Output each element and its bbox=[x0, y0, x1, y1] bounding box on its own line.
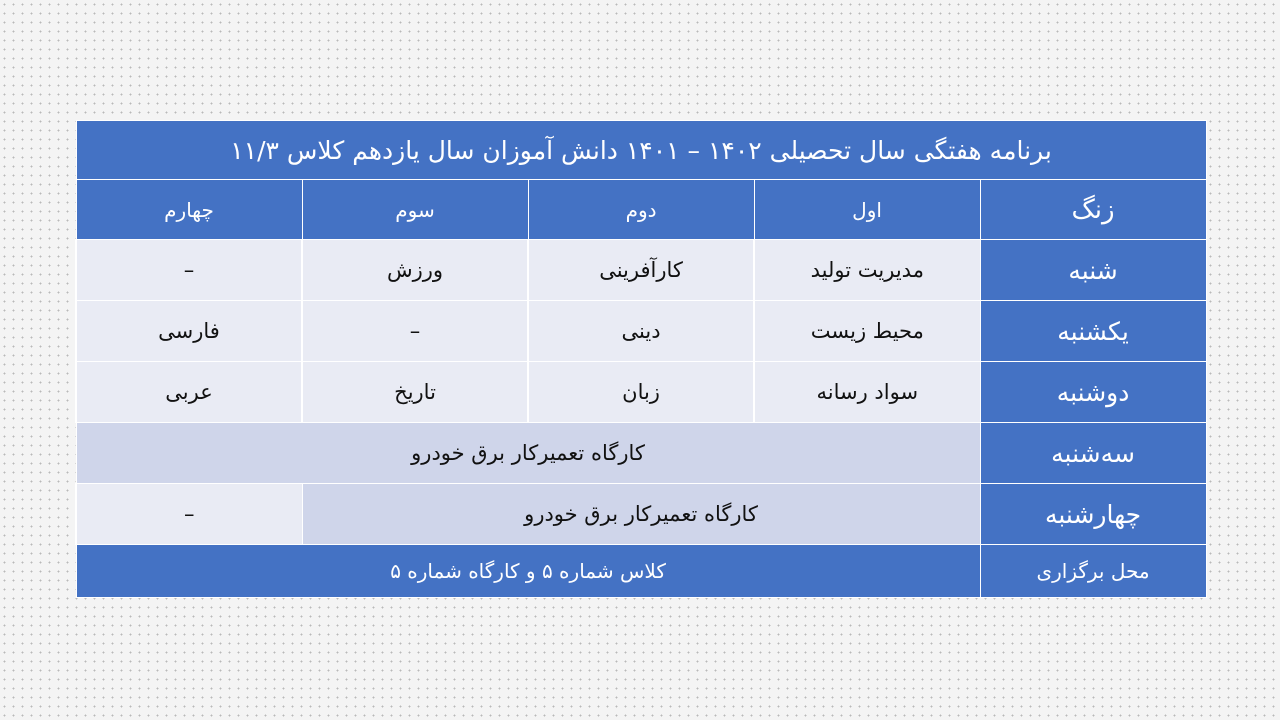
day-label: چهارشنبه bbox=[980, 484, 1206, 545]
workshop-cell: کارگاه تعمیرکار برق خودرو bbox=[302, 484, 980, 545]
weekly-schedule bbox=[75, 120, 1205, 598]
class-cell: مدیریت تولید bbox=[754, 240, 980, 301]
header-fourth: چهارم bbox=[76, 180, 302, 240]
location-value: کلاس شماره ۵ و کارگاه شماره ۵ bbox=[76, 545, 980, 598]
location-label: محل برگزاری bbox=[980, 545, 1206, 598]
row-sunday bbox=[76, 301, 1206, 362]
class-cell: ورزش bbox=[302, 240, 528, 301]
header-second: دوم bbox=[528, 180, 754, 240]
workshop-cell: کارگاه تعمیرکار برق خودرو bbox=[76, 423, 980, 484]
class-cell: دینی bbox=[528, 301, 754, 362]
schedule-title: برنامه هفتگی سال تحصیلی ۱۴۰۲ – ۱۴۰۱ دانش آموزان سال یازدهم کلاس ۱۱/۳ bbox=[76, 121, 1206, 180]
schedule-table bbox=[75, 120, 1207, 598]
header-bell: زنگ bbox=[980, 180, 1206, 240]
day-label: یکشنبه bbox=[980, 301, 1206, 362]
header-row bbox=[76, 180, 1206, 240]
class-cell: کارآفرینی bbox=[528, 240, 754, 301]
class-cell: – bbox=[76, 484, 302, 545]
row-saturday bbox=[76, 240, 1206, 301]
class-cell: – bbox=[302, 301, 528, 362]
row-tuesday bbox=[76, 423, 1206, 484]
class-cell: عربی bbox=[76, 362, 302, 423]
class-cell: محیط زیست bbox=[754, 301, 980, 362]
class-cell: – bbox=[76, 240, 302, 301]
row-monday bbox=[76, 362, 1206, 423]
header-third: سوم bbox=[302, 180, 528, 240]
class-cell: زبان bbox=[528, 362, 754, 423]
location-row bbox=[76, 545, 1206, 598]
day-label: دوشنبه bbox=[980, 362, 1206, 423]
class-cell: سواد رسانه bbox=[754, 362, 980, 423]
day-label: شنبه bbox=[980, 240, 1206, 301]
title-row bbox=[76, 121, 1206, 180]
row-wednesday bbox=[76, 484, 1206, 545]
class-cell: تاریخ bbox=[302, 362, 528, 423]
class-cell: فارسی bbox=[76, 301, 302, 362]
day-label: سه‌شنبه bbox=[980, 423, 1206, 484]
header-first: اول bbox=[754, 180, 980, 240]
